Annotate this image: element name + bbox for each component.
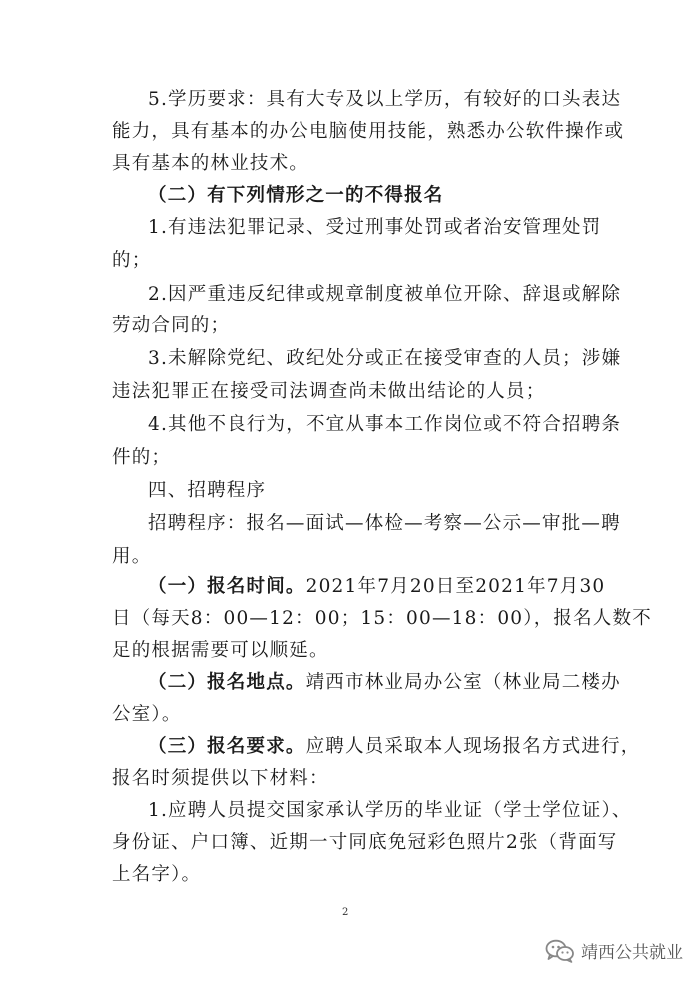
text-line	[148, 671, 621, 695]
text-line: 劳动合同的；	[112, 315, 231, 336]
text-line: 公室）。	[112, 704, 182, 725]
text-line: 具有基本的林业技术。	[112, 153, 310, 174]
text-line: 的；	[112, 250, 152, 271]
text-line: 违法犯罪正在接受司法调查尚未做出结论的人员；	[112, 381, 546, 402]
text-line: 足的根据需要可以顺延。	[112, 640, 329, 661]
text-line: 日（每天8：00—12：00；15：00—18：00），报名人数不	[112, 608, 652, 629]
text-line: 用。	[112, 546, 152, 567]
text-line	[148, 735, 641, 759]
text-line: 4.其他不良行为，不宜从事本工作岗位或不符合招聘条	[148, 414, 622, 435]
section-heading: 四、招聘程序	[148, 480, 267, 501]
subheading-registration-time: （一）报名时间。	[148, 576, 306, 597]
text-line	[148, 575, 605, 599]
text-line: 上名字）。	[112, 864, 202, 885]
text-line: 报名时须提供以下材料：	[112, 768, 329, 789]
text-line: 1.应聘人员提交国家承认学历的毕业证（学士学位证）、	[148, 800, 632, 821]
section-heading: （二）有下列情形之一的不得报名	[148, 185, 444, 206]
text-line: 身份证、户口簿、近期一寸同底免冠彩色照片2张（背面写	[112, 832, 618, 853]
text-line: 2.因严重违反纪律或规章制度被单位开除、辞退或解除	[148, 284, 622, 305]
watermark-text: 靖西公共就业	[581, 943, 683, 963]
page-number: 2	[342, 907, 349, 918]
registration-place-text: 靖西市林业局办公室（林业局二楼办	[305, 672, 621, 693]
registration-requirements-text: 应聘人员采取本人现场报名方式进行，	[305, 736, 641, 757]
text-line: 件的；	[112, 447, 172, 468]
subheading-registration-requirements: （三）报名要求。	[148, 736, 306, 757]
text-line: 5.学历要求：具有大专及以上学历，有较好的口头表达	[148, 89, 622, 110]
text-line: 能力，具有基本的办公电脑使用技能，熟悉办公软件操作或	[112, 121, 625, 142]
text-line: 1.有违法犯罪记录、受过刑事处罚或者治安管理处罚	[148, 217, 602, 238]
text-line: 招聘程序：报名—面试—体检—考察—公示—审批—聘	[148, 513, 621, 534]
registration-time-text: 2021年7月20日至2021年7月30	[305, 576, 606, 597]
watermark	[545, 938, 683, 963]
subheading-registration-place: （二）报名地点。	[148, 672, 306, 693]
text-line: 3.未解除党纪、政纪处分或正在接受审查的人员；涉嫌	[148, 348, 622, 369]
wechat-icon	[545, 939, 575, 963]
